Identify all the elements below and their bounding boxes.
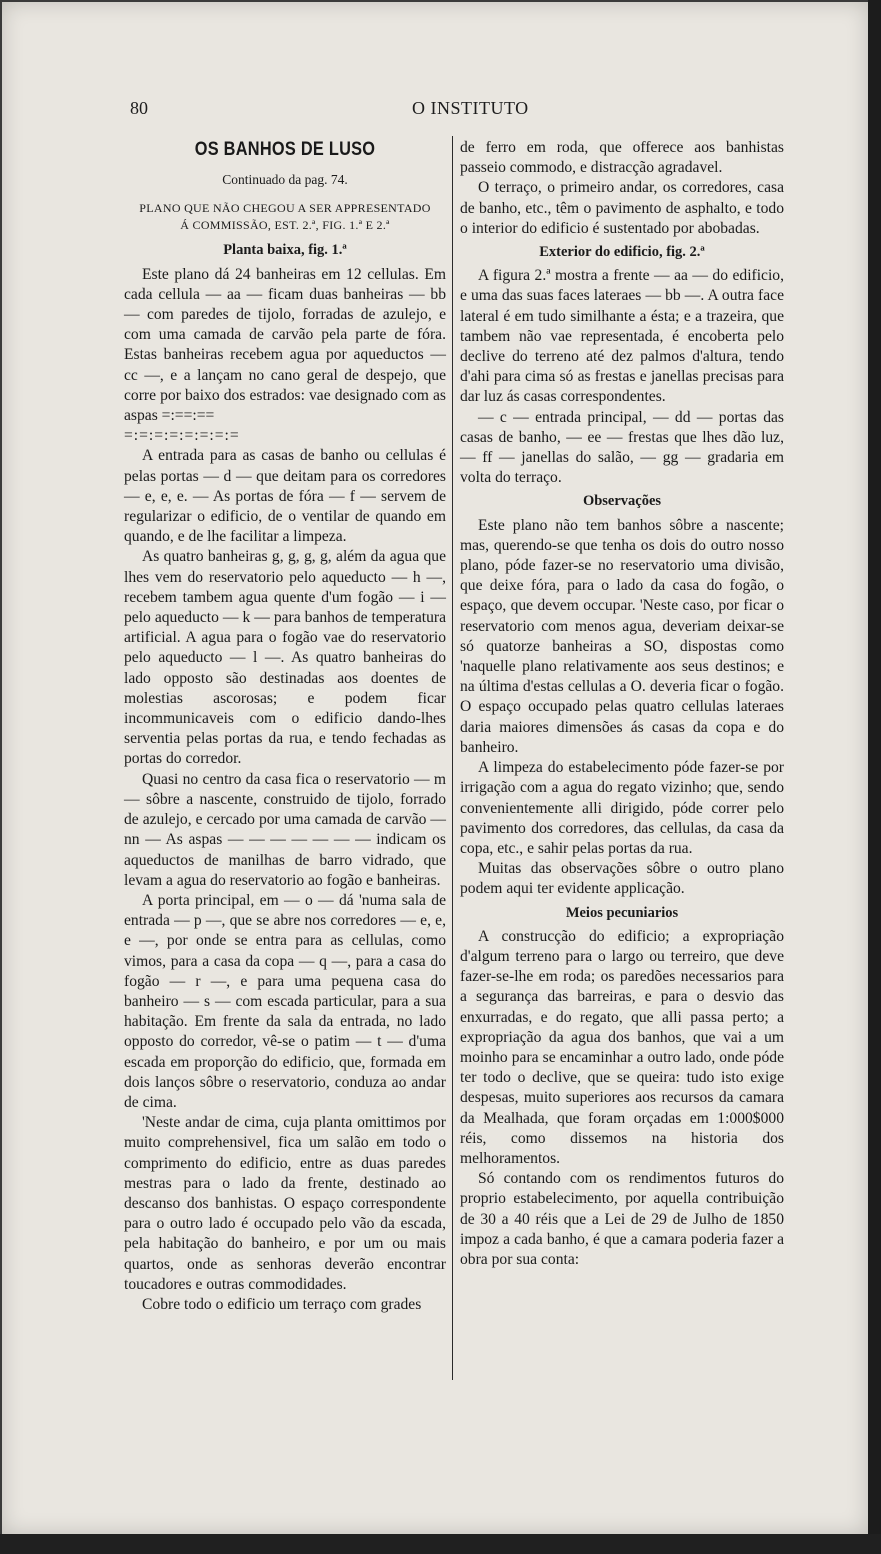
paragraph: Quasi no centro da casa fica o reservatorio — m — sôbre a nascente, construido de tijolo, forrado de azulejo, e cercado por uma camada de carvão — nn — As aspas — — — — — — — indicam os aqueductos de manilhas de barro vidrado, que levam a agua do reservatorio ao fogão e banheiras.	[124, 770, 446, 889]
paragraph: O terraço, o primeiro andar, os corredores, casa de banho, etc., têm o pavimento de asphalto, e todo o interior do edificio é sustentado por abobadas.	[460, 179, 784, 237]
scan-edge-bottom	[0, 1534, 881, 1554]
left-column	[124, 138, 446, 1315]
paragraph: A entrada para as casas de banho ou cellulas é pelas portas — d — que deitam para os corredores — e, e, e. — As portas de fóra — f — servem de regularizar o edificio, de o ventilar de quando em quando, e de lhe facilitar a limpeza.	[124, 447, 446, 546]
paragraph: Cobre todo o edificio um terraço com grades	[142, 1295, 422, 1313]
paragraph: Só contando com os rendimentos futuros do proprio estabelecimento, por aquella contribuição de 30 a 40 réis que a Lei de 29 de Julho de 1850 impoz a cada banho, é que a camara poderia fazer a obra por sua conta:	[460, 1170, 784, 1268]
page-header	[2, 98, 868, 122]
page-number: 80	[130, 98, 148, 118]
section-heading-exterior: Exterior do edificio, fig. 2.ª	[539, 244, 705, 261]
running-title: O INSTITUTO	[412, 98, 529, 118]
scan-edge-right	[868, 0, 881, 1554]
paragraph: de ferro em roda, que offerece aos banhistas passeio commodo, e distracção agradavel.	[460, 139, 784, 177]
section-heading-meios: Meios pecuniarios	[565, 904, 679, 921]
right-column	[460, 138, 784, 1270]
paragraph: A construcção do edificio; a expropriação d'algum terreno para o largo ou terreiro, que deve fazer-se-lhe em roda; os paredões necessarios para a segurança das barreiras, e para o desvio das enxurradas, e do regato, que alli passa perto; a expropriação da agua dos banhos, que vai a um moinho para se encaminhar a outro lado, onde póde ter todo o declive, que se queira: tudo isto exige despesas, muito superiores aos recursos da camara da Mealhada, que foram orçadas em 1:000$000 réis, como dissemos na historia dos melhoramentos.	[460, 927, 784, 1167]
paragraph: A limpeza do estabelecimento póde fazer-se por irrigação com a agua do regato vizinho; que, sendo convenientemente alli dirigido, póde correr pelo pavimento dos corredores, das cellulas, da casa da copa, etc., e sahir pelas portas da rua.	[460, 759, 784, 857]
section-heading-planta: Planta baixa, fig. 1.ª	[223, 242, 347, 259]
article-title: OS BANHOS DE LUSO	[194, 139, 376, 160]
paragraph: 'Neste andar de cima, cuja planta omittimos por muito comprehensivel, fica um salão em todo o comprimento do edificio, entre as duas paredes mestras para o lado da frente, destinado ao descanso dos banhistas. O espaço correspondente para o outro lado é occupado pelo vão da escada, pela habitação do banheiro, e por um ou mais quartos, onde as senhoras deverão encontrar toucadores e outras commodidades.	[124, 1114, 446, 1293]
column-divider	[452, 136, 453, 1380]
paragraph-aspas: =:=:=:=:=:=:=:=	[124, 427, 240, 445]
paragraph: Este plano não tem banhos sôbre a nascente; mas, querendo-se que tenha os dois do outro nosso plano, póde fazer-se no reservatorio uma divisão, que deixe fóra, para o lado da casa do fogão, o espaço, que devem occupar. 'Neste caso, por ficar o reservatorio com menos agua, deveriam deixar-se só quatorze banheiras a SO, dispostas como 'naquelle plano relativamente aos seus destinos; e na última d'estas cellulas a O. deveria ficar o fogão. O espaço occupado pelas quatro cellulas lateraes daria maiores dimensões ás casas da copa e do banheiro.	[460, 516, 784, 756]
paragraph: Muitas das observações sôbre o outro plano podem aqui ter evidente applicação.	[460, 860, 784, 898]
plan-note-line: PLANO QUE NÃO CHEGOU A SER APPRESENTADO	[139, 201, 431, 216]
paragraph: — c — entrada principal, — dd — portas das casas de banho, — ee — frestas que lhes dão luz, — ff — janellas do salão, — gg — gradaria em volta do terraço.	[460, 408, 784, 487]
paragraph: A porta principal, em — o — dá 'numa sala de entrada — p —, que se abre nos corredores — e, e, e —, por onde se entra para as cellulas, como vimos, para a casa da copa — q —, para a casa do fogão — r —, e para uma pequena casa do banheiro — s — com escada particular, para a sua habitação. Em frente da sala da entrada, no lado opposto do corredor, vê-se o patim — t — d'uma escada em proporção do edificio, que, formada em dois lanços sôbre o reservatorio, conduza ao andar de cima.	[124, 891, 446, 1111]
section-heading-observacoes: Observações	[582, 493, 662, 510]
continued-note: Continuado da pag. 74.	[222, 172, 348, 188]
plan-note	[124, 200, 446, 234]
paragraph: A figura 2.ª mostra a frente — aa — do edificio, e uma das suas faces lateraes — bb —. A outra face lateral é em tudo similhante a ésta; e a trazeira, que tambem não vae representada, é encoberta pelo declive do terreno até dez palmos d'altura, tendo d'ahi para cima só as frestas e janellas precisas para dar luz ás casas correspondentes.	[460, 267, 784, 406]
paragraph: As quatro banheiras g, g, g, g, além da agua que lhes vem do reservatorio pelo aqueducto — h —, recebem tambem agua quente d'um fogão — i — pelo aqueducto — k — para banhos de temperatura artificial. A agua para o fogão vae do reservatorio pelo aqueducto — l —. As quatro banheiras do lado opposto são destinadas aos doentes de molestias ascorosas; e podem ficar incommunicaveis com o edificio dando-lhes serventia pelas portas da rua, e tendo fechadas as portas do corredor.	[124, 548, 446, 768]
journal-page	[2, 2, 868, 1534]
paragraph: Este plano dá 24 banheiras em 12 cellulas. Em cada cellula — aa — ficam duas banheiras — bb — com paredes de tijolo, forradas de azulejo, e com uma camada de carvão pela parte de fóra. Estas banheiras recebem agua por aqueductos — cc —, e a lançam no cano geral de despejo, que corre por baixo dos estrados: vae designado com as aspas =:==:==	[124, 265, 446, 425]
plan-note-line: Á COMMISSÃO, EST. 2.ª, FIG. 1.ª E 2.ª	[180, 218, 390, 233]
